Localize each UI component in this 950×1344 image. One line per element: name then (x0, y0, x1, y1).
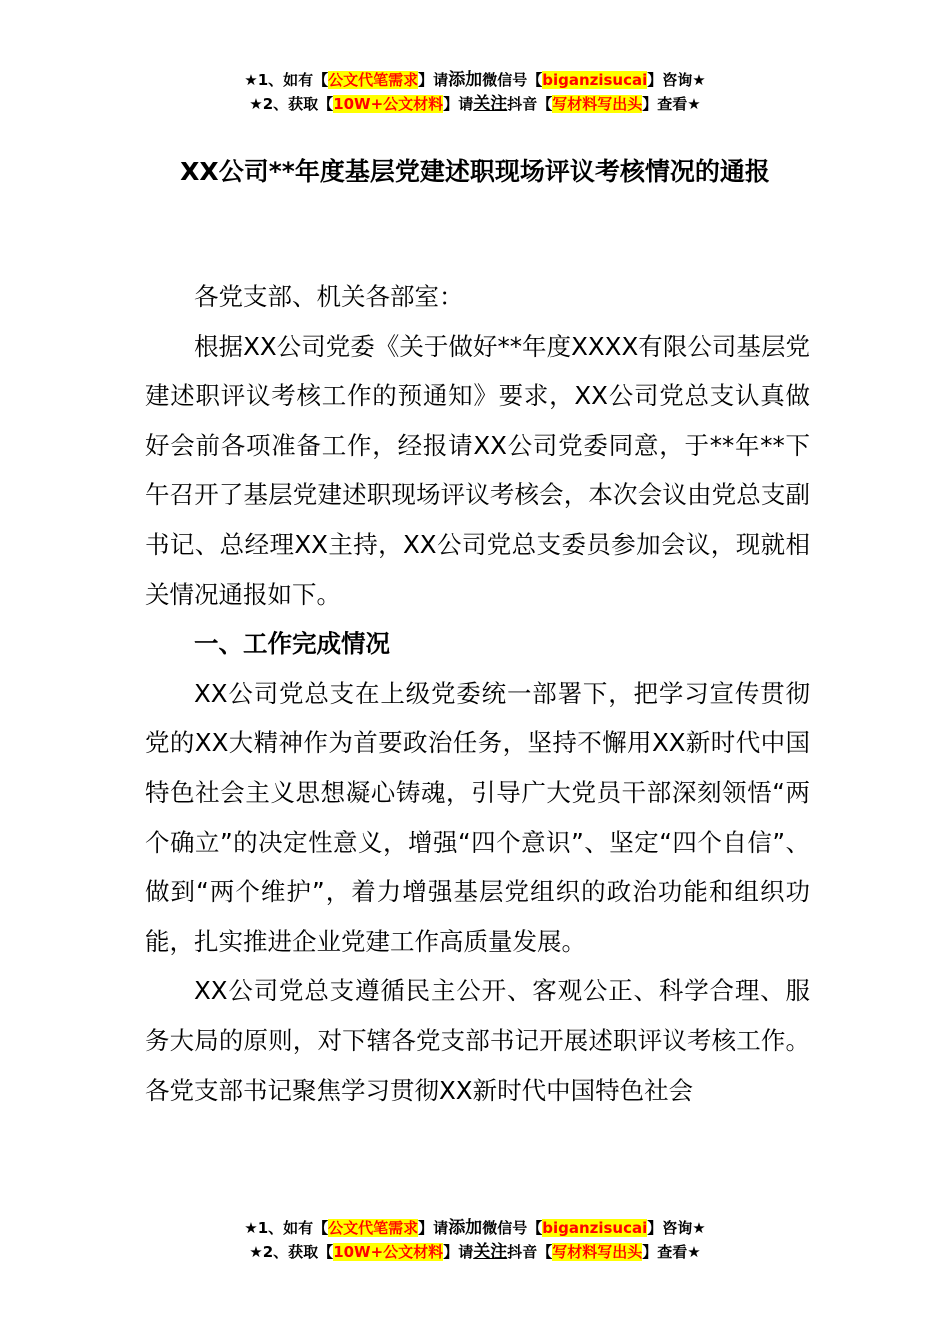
paragraph-intro: 根据XX公司党委《关于做好**年度XXXX有限公司基层党建述职评议考核工作的预通知》要求，XX公司党总支认真做好会前各项准备工作，经报请XX公司党委同意，于**年**下午召开了基层党建述职现场评议考核会，本次会议由党总支副书记、总经理XX主持，XX公司党总支委员参加会议，现就相关情况通报如下。 (145, 331, 810, 609)
banner-text: 抖音【 (507, 1243, 553, 1261)
banner-emphasis: 添加 (448, 1218, 483, 1238)
banner-highlight: 写材料写出头 (552, 95, 643, 113)
banner-highlight: 公文代笔需求 (328, 1219, 419, 1237)
banner-highlight: 10W+公文材料 (333, 95, 444, 113)
paragraph-evaluation: XX公司党总支遵循民主公开、客观公正、科学合理、服务大局的原则，对下辖各党支部书记开展述职评议考核工作。各党支部书记聚焦学习贯彻XX新时代中国特色社会 (145, 976, 810, 1105)
banner-emphasis: 添加 (448, 70, 483, 90)
banner-text: 】查看★ (642, 95, 701, 113)
banner-text: ★2、获取【 (249, 95, 334, 113)
banner-line-1 (0, 1216, 950, 1240)
banner-line-2 (0, 92, 950, 116)
banner-emphasis: 关注 (473, 94, 508, 114)
banner-highlight: biganzisucai (542, 1219, 648, 1237)
banner-text: 】查看★ (642, 1243, 701, 1261)
banner-text: 】请 (443, 1243, 474, 1261)
banner-highlight: 10W+公文材料 (333, 1243, 444, 1261)
header-banner (0, 68, 950, 116)
banner-emphasis: 关注 (473, 1242, 508, 1262)
banner-text: ★2、获取【 (249, 1243, 334, 1261)
banner-text: ★1、如有【 (244, 1219, 329, 1237)
footer-banner (0, 1216, 950, 1264)
section-heading: 一、工作完成情况 (194, 629, 390, 659)
banner-text: 微信号【 (482, 71, 543, 89)
banner-line-2 (0, 1240, 950, 1264)
banner-text: 微信号【 (482, 1219, 543, 1237)
banner-text: 】请 (443, 95, 474, 113)
banner-text: 】咨询★ (647, 1219, 706, 1237)
paragraph-work-summary: XX公司党总支在上级党委统一部署下，把学习宣传贯彻党的XX大精神作为首要政治任务，坚持不懈用XX新时代中国特色社会主义思想凝心铸魂，引导广大党员干部深刻领悟“两个确立”的决定性意义，增强“四个意识”、坚定“四个自信”、做到“两个维护”，着力增强基层党组织的政治功能和组织功能，扎实推进企业党建工作高质量发展。 (145, 678, 810, 956)
document-body (145, 272, 810, 1115)
banner-text: 】请 (418, 71, 449, 89)
banner-text: ★1、如有【 (244, 71, 329, 89)
banner-highlight: 写材料写出头 (552, 1243, 643, 1261)
salutation: 各党支部、机关各部室： (194, 282, 464, 311)
banner-highlight: biganzisucai (542, 71, 648, 89)
banner-text: 】请 (418, 1219, 449, 1237)
document-title: XX公司**年度基层党建述职现场评议考核情况的通报 (180, 157, 770, 186)
banner-line-1 (0, 68, 950, 92)
banner-text: 抖音【 (507, 95, 553, 113)
banner-highlight: 公文代笔需求 (328, 71, 419, 89)
banner-text: 】咨询★ (647, 71, 706, 89)
